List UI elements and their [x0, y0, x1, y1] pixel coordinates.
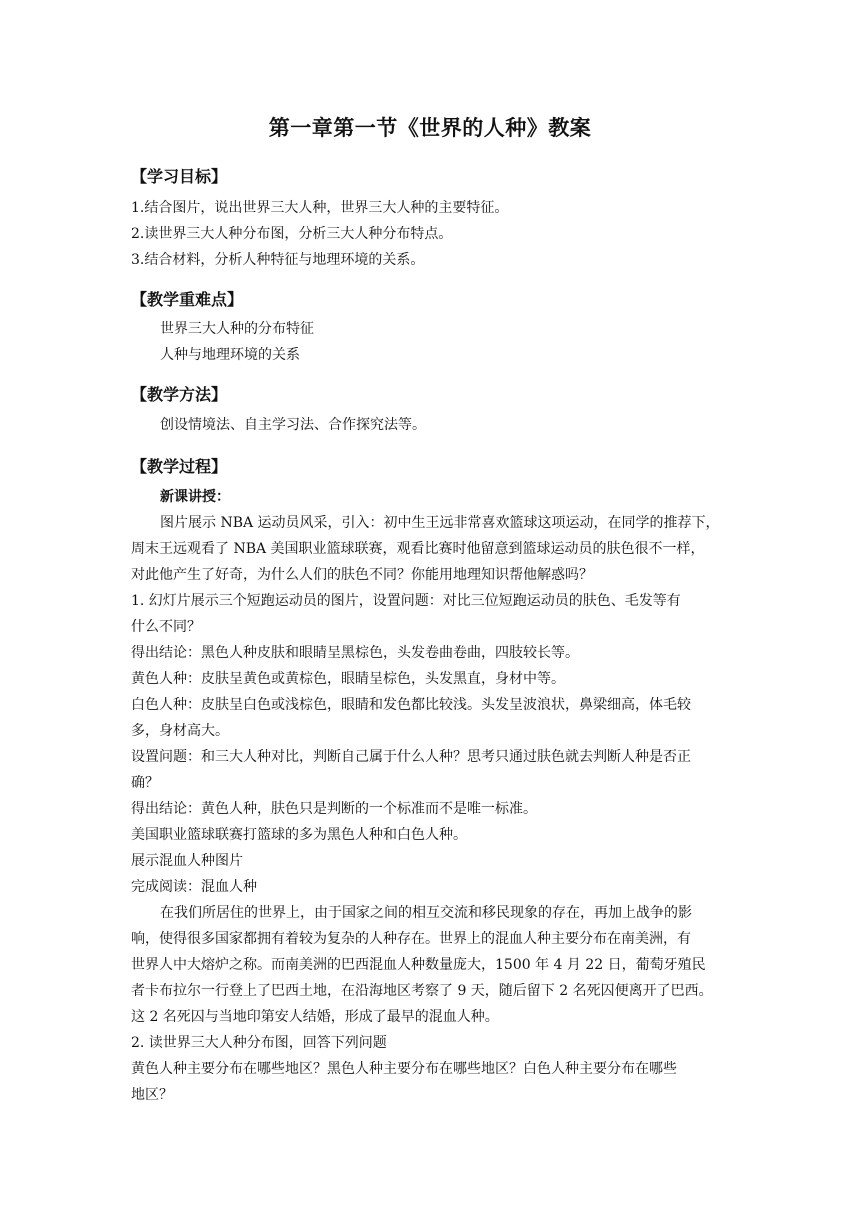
objective-item: 3.结合材料，分析人种特征与地理环境的关系。: [131, 252, 425, 268]
methods-text: 创设情境法、自主学习法、合作探究法等。: [160, 417, 426, 433]
key-point-item: 世界三大人种的分布特征: [160, 321, 314, 337]
process-line: 确？: [131, 775, 159, 791]
process-line: 地区？: [131, 1087, 173, 1103]
process-line: 者卡布拉尔一行登上了巴西土地，在沿海地区考察了 9 天，随后留下 2 名死囚便离开了巴西。: [131, 983, 713, 999]
key-points-heading: 【教学重难点】: [131, 290, 244, 309]
process-line: 周末王远观看了 NBA 美国职业篮球联赛，观看比赛时他留意到篮球运动员的肤色很不一样，: [131, 541, 705, 557]
process-line: 1. 幻灯片展示三个短跑运动员的图片，设置问题：对比三位短跑运动员的肤色、毛发等有: [131, 593, 681, 609]
process-line: 黄色人种：皮肤呈黄色或黄棕色，眼睛呈棕色，头发黑直，身材中等。: [131, 671, 565, 687]
objectives-heading: 【学习目标】: [131, 167, 228, 186]
process-line: 2. 读世界三大人种分布图，回答下列问题: [131, 1035, 387, 1051]
methods-heading: 【教学方法】: [131, 385, 228, 404]
process-line: 白色人种：皮肤呈白色或浅棕色，眼睛和发色都比较浅。头发呈波浪状，鼻梁细高，体毛较: [131, 697, 691, 713]
document-title: 第一章第一节《世界的人种》教案: [268, 116, 592, 140]
process-line: 得出结论：黄色人种，肤色只是判断的一个标准而不是唯一标准。: [131, 801, 537, 817]
process-line: 什么不同？: [131, 619, 201, 635]
process-line: 图片展示 NBA 运动员风采，引入：初中生王远非常喜欢篮球这项运动，在同学的推荐下，: [160, 515, 720, 531]
process-subheading: 新课讲授：: [160, 489, 230, 505]
objective-item: 2.读世界三大人种分布图，分析三大人种分布特点。: [131, 226, 453, 242]
process-line: 展示混血人种图片: [131, 853, 243, 869]
process-line: 设置问题：和三大人种对比，判断自己属于什么人种？思考只通过肤色就去判断人种是否正: [131, 749, 691, 765]
process-heading: 【教学过程】: [131, 457, 228, 476]
process-line: 黄色人种主要分布在哪些地区？黑色人种主要分布在哪些地区？白色人种主要分布在哪些: [131, 1061, 677, 1077]
key-point-item: 人种与地理环境的关系: [160, 347, 300, 363]
process-line: 在我们所居住的世界上，由于国家之间的相互交流和移民现象的存在，再加上战争的影: [160, 905, 692, 921]
objective-item: 1.结合图片，说出世界三大人种，世界三大人种的主要特征。: [131, 200, 509, 216]
process-line: 美国职业篮球联赛打篮球的多为黑色人种和白色人种。: [131, 827, 467, 843]
process-line: 对此他产生了好奇，为什么人们的肤色不同？你能用地理知识帮他解惑吗？: [131, 567, 593, 583]
process-line: 这 2 名死囚与当地印第安人结婚，形成了最早的混血人种。: [131, 1009, 499, 1025]
process-line: 完成阅读：混血人种: [131, 879, 257, 895]
process-line: 得出结论：黑色人种皮肤和眼睛呈黑棕色，头发卷曲卷曲，四肢较长等。: [131, 645, 579, 661]
process-line: 响，使得很多国家都拥有着较为复杂的人种存在。世界上的混血人种主要分布在南美洲，有: [131, 931, 691, 947]
process-line: 多，身材高大。: [131, 723, 229, 739]
process-line: 世界人中大熔炉之称。而南美洲的巴西混血人种数量庞大，1500 年 4 月 22 日，葡萄牙殖民: [131, 957, 706, 973]
